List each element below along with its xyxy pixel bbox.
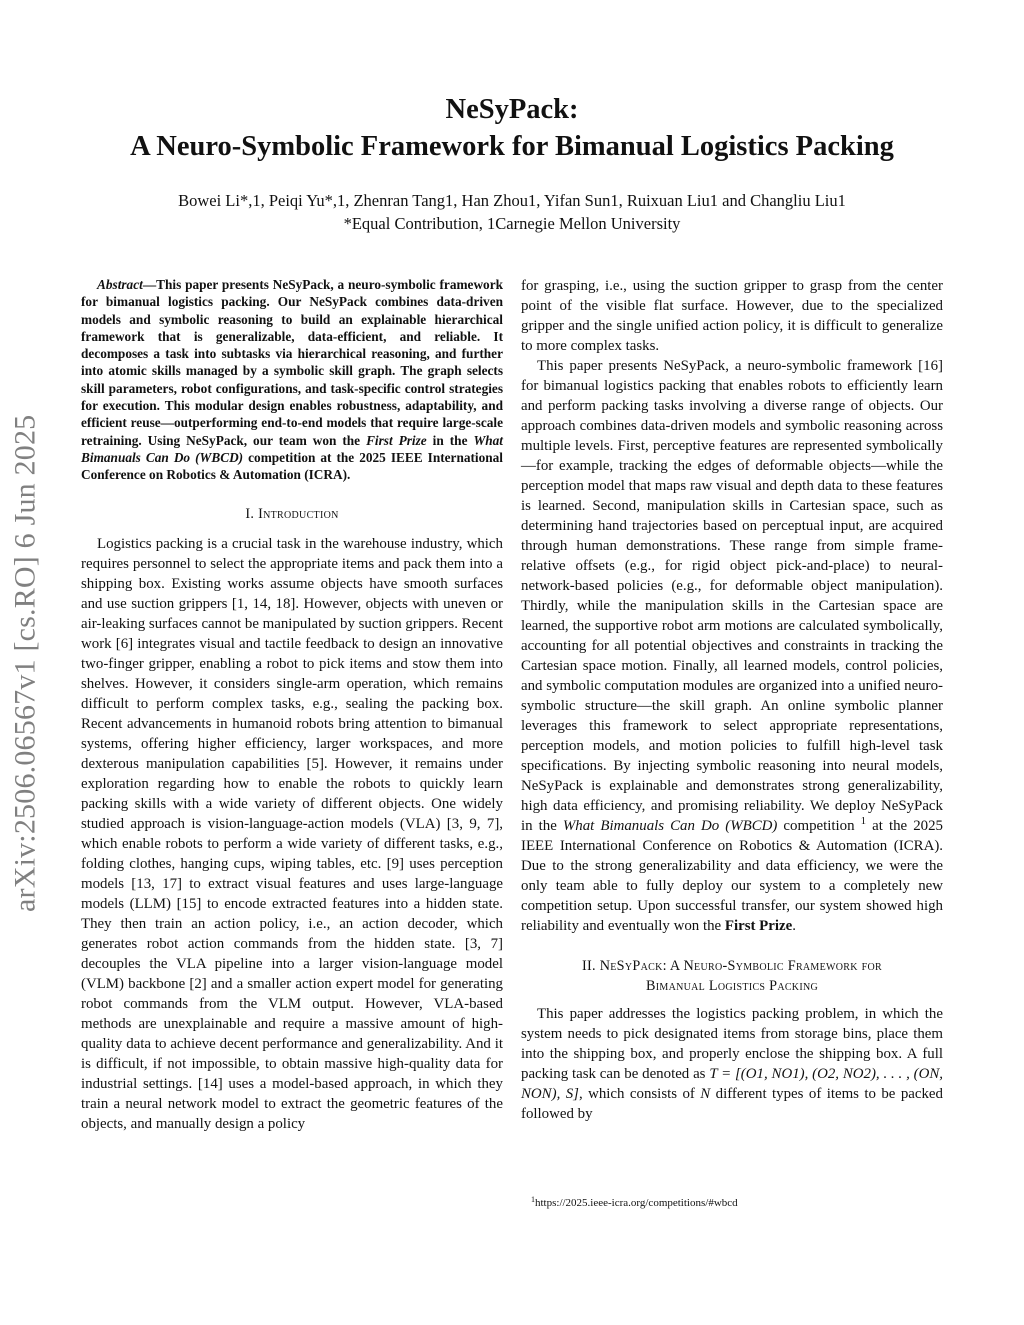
left-column xyxy=(81,276,503,1134)
right-paragraph-2-competition: What Bimanuals Can Do (WBCD) xyxy=(562,818,778,834)
right-paragraph-2-prize: First Prize xyxy=(724,918,793,934)
right-paragraph-2 xyxy=(521,356,943,936)
footnote xyxy=(531,1196,738,1210)
section2-text-a: This paper addresses the logistics packing problem, in which the system needs to pick designated items from storage bins, place them into the shipping box, and properly enclose the shipping box. A full packing task can be denoted as xyxy=(521,1006,943,1082)
section-heading-introduction: I. Introduction xyxy=(245,505,339,522)
arxiv-identifier: arXiv:2506.06567v1 [cs.RO] 6 Jun 2025 xyxy=(8,414,42,912)
abstract-text-c: competition at the 2025 IEEE International Conference on Robotics & Automation (ICRA). xyxy=(81,449,503,483)
abstract-competition: What Bimanuals Can Do (WBCD) xyxy=(81,432,503,465)
right-paragraph-1: for grasping, i.e., using the suction gripper to grasp from the center point of the visible flat surface. However, due to the specialized gripper and the single unified action policy, it is difficult to generalize to more complex tasks. xyxy=(521,278,943,354)
right-paragraph-2-a: This paper presents NeSyPack, a neuro-symbolic framework [16] for bimanual logistics packing that enables robots to efficiently learn and perform packing tasks involving a diverse range of objects. Our approach combines data-driven models and symbolic reasoning across multiple levels. First, perceptive features are represented symbolically—for example, tracking the edges of deformable objects—while the perception model that maps raw visual and depth data to these features is learned. Second, manipulation skills in Cartesian space, such as determining hand trajectories based on perceptual input, are acquired through human demonstrations. These range from simple frame-relative offsets (e.g., for rigid object pick-and-place) to neural-network-based policies (e.g., for deformable object manipulation). Thirdly, while the manipulation skills in the Cartesian space are learned, the supportive robot arm motions are calculated symbolically, accounting for all potential objectives and constraints in tracking the Cartesian space motion. Finally, all learned models, control policies, and symbolic computation modules are organized into a unified neuro-symbolic structure—the skill graph. An online symbolic planner leverages this framework to select appropriate representations, perception models, and motion policies to fulfill high-level task specifications. By injecting symbolic reasoning into neural models, NeSyPack is explainable and demonstrates strong generalizability, high data efficiency, and promising reliability. We deploy NeSyPack in the xyxy=(521,358,943,834)
abstract-text-b: in the xyxy=(426,432,474,448)
right-paragraph-2-c: at the 2025 IEEE International Conference on Robotics & Automation (ICRA). Due to the strong generalizability and data efficiency, we were the only team able to fully deploy our system to a completely new competition setup. Upon successful transfer, our system showed high reliability and eventually won the xyxy=(521,818,944,934)
abstract-dash: — xyxy=(142,277,157,292)
abstract-label: Abstract xyxy=(97,277,143,292)
section-heading-framework-line1: II. NeSyPack: A Neuro-Symbolic Framework for xyxy=(581,958,882,974)
right-paragraph-2-b: competition xyxy=(777,818,861,834)
section-heading-framework xyxy=(521,956,943,996)
footnote-reference[interactable]: 1 xyxy=(860,815,867,827)
section2-text-b: , which consists of xyxy=(578,1086,701,1102)
right-paragraph-2-end: . xyxy=(792,918,796,934)
abstract-first-prize: First Prize xyxy=(366,432,427,448)
footnote-mark: 1 xyxy=(531,1195,535,1204)
section-heading-framework-line2: Bimanual Logistics Packing xyxy=(645,978,819,994)
section2-paragraph xyxy=(521,1004,943,1124)
paper-title-line2: A Neuro-Symbolic Framework for Bimanual Logistics Packing xyxy=(130,131,894,162)
abstract xyxy=(81,276,503,484)
paper-title-line1: NeSyPack: xyxy=(445,94,579,125)
section2-text-c: different types of items to be packed followed by xyxy=(521,1086,943,1122)
variable-n: N xyxy=(700,1086,711,1102)
affiliation-line: *Equal Contribution, 1Carnegie Mellon University xyxy=(343,214,681,233)
right-column xyxy=(521,276,943,1124)
intro-paragraph: Logistics packing is a crucial task in the warehouse industry, which requires personnel to select the appropriate items and pack them into a shipping box. Existing works assume objects have smooth surfaces and use suction grippers [1, 14, 18]. However, objects with uneven or air-leaking surfaces cannot be manipulated by suction grippers. Recent work [6] integrates visual and tactile feedback to design an innovative two-finger gripper, enabling a robot to pick items and stow them into shelves. However, it considers single-arm operation, which remains difficult to perform complex tasks, e.g., sealing the packing box. Recent advancements in humanoid robots bring attention to bimanual systems, offering higher efficiency, larger workspaces, and more dexterous manipulation capabilities [5]. However, it remains under exploration regarding how to enable the robots to quickly learn packing skills with a wide variety of different objects. One widely studied approach is vision-language-action models (VLA) [3, 9, 7], which enable robots to perform a wide variety of different tasks, e.g., folding clothes, hanging cups, wiping tables, etc. [9] uses perception models [13, 17] to extract visual features and uses large-language models (LLM) [15] to encode extracted features into a hidden state. They then train an action policy, i.e., an action decoder, which generates robot action commands from the hidden state. [3, 7] decouples the VLA pipeline into a larger vision-language model (VLM) backbone [2] and a smaller action expert model for generating robot commands from the VLM output. However, VLA-based methods are unexplainable and require a massive amount of high-quality data to achieve decent performance and generalizability. And it is difficult, if not impossible, to obtain massive high-quality data for industrial settings. [14] uses a model-based approach, in which they train a neural network model to extract the geometric features of the objects, and manually design a policy xyxy=(81,535,503,1132)
author-list: Bowei Li*,1, Peiqi Yu*,1, Zhenran Tang1, Han Zhou1, Yifan Sun1, Ruixuan Liu1 and Changliu Liu1 xyxy=(178,191,846,210)
abstract-text-a: This paper presents NeSyPack, a neuro-symbolic framework for bimanual logistics packing. Our NeSyPack combines data-driven models and symbolic reasoning to build an explainable hierarchical framework that is generalizable, data-efficient, and reliable. It decomposes a task into subtasks via hierarchical reasoning, and further into atomic skills managed by a symbolic skill graph. The graph selects skill parameters, robot configurations, and task-specific control strategies for execution. This modular design enables robustness, adaptability, and efficient reuse—outperforming end-to-end models that require large-scale retraining. Using NeSyPack, our team won the xyxy=(81,277,503,448)
task-formula: T = [(O1, NO1), (O2, NO2), . . . , (ON, NON), S] xyxy=(521,1066,944,1102)
footnote-url[interactable]: https://2025.ieee-icra.org/competitions/#wbcd xyxy=(535,1197,738,1209)
